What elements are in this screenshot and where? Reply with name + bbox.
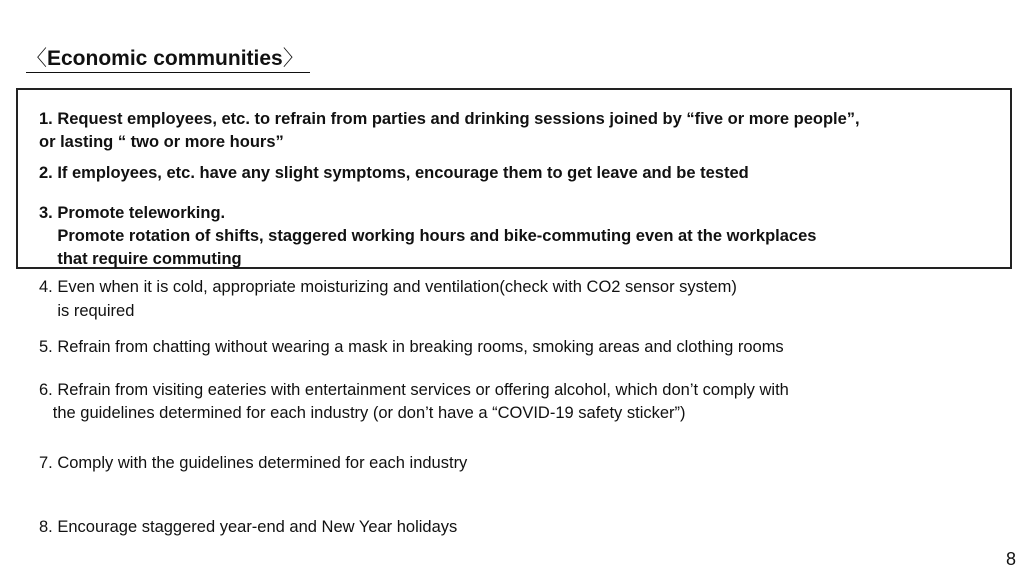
title-open-bracket: 〈 — [26, 47, 47, 70]
list-item-8 — [39, 516, 457, 539]
item-7-line-1: 7. Comply with the guidelines determined for each industry — [39, 454, 468, 472]
page-title — [26, 46, 310, 73]
item-2-line-1: 2. If employees, etc. have any slight symptoms, encourage them to get leave and be tested — [39, 164, 749, 182]
item-4-line-2: is required — [39, 302, 135, 320]
item-4-line-1: 4. Even when it is cold, appropriate moisturizing and ventilation(check with CO2 sensor system) — [39, 278, 737, 296]
item-3-line-3: that require commuting — [39, 250, 242, 268]
list-item-4 — [39, 275, 737, 323]
item-6-line-2: the guidelines determined for each industry (or don’t have a “COVID-19 safety sticker”) — [39, 404, 686, 422]
item-5-line-1: 5. Refrain from chatting without wearing a mask in breaking rooms, smoking areas and clothing rooms — [39, 338, 784, 356]
item-1-line-1: 1. Request employees, etc. to refrain from parties and drinking sessions joined by “five or more people”, — [39, 110, 860, 128]
list-item-1 — [39, 108, 860, 154]
item-6-line-1: 6. Refrain from visiting eateries with entertainment services or offering alcohol, which don’t comply with — [39, 381, 789, 399]
page-number: 8 — [1005, 549, 1016, 569]
title-text: Economic communities — [47, 47, 283, 70]
item-1-line-2: or lasting “ two or more hours” — [39, 133, 284, 151]
item-3-line-1: 3. Promote teleworking. — [39, 204, 226, 222]
list-item-2 — [39, 162, 749, 185]
list-item-3 — [39, 202, 816, 271]
title-close-bracket: 〉 — [282, 47, 304, 70]
list-item-5 — [39, 336, 784, 359]
item-3-line-2: Promote rotation of shifts, staggered working hours and bike-commuting even at the workplaces — [39, 227, 817, 245]
list-item-6 — [39, 379, 789, 425]
list-item-7 — [39, 452, 467, 475]
item-8-line-1: 8. Encourage staggered year-end and New Year holidays — [39, 518, 458, 536]
